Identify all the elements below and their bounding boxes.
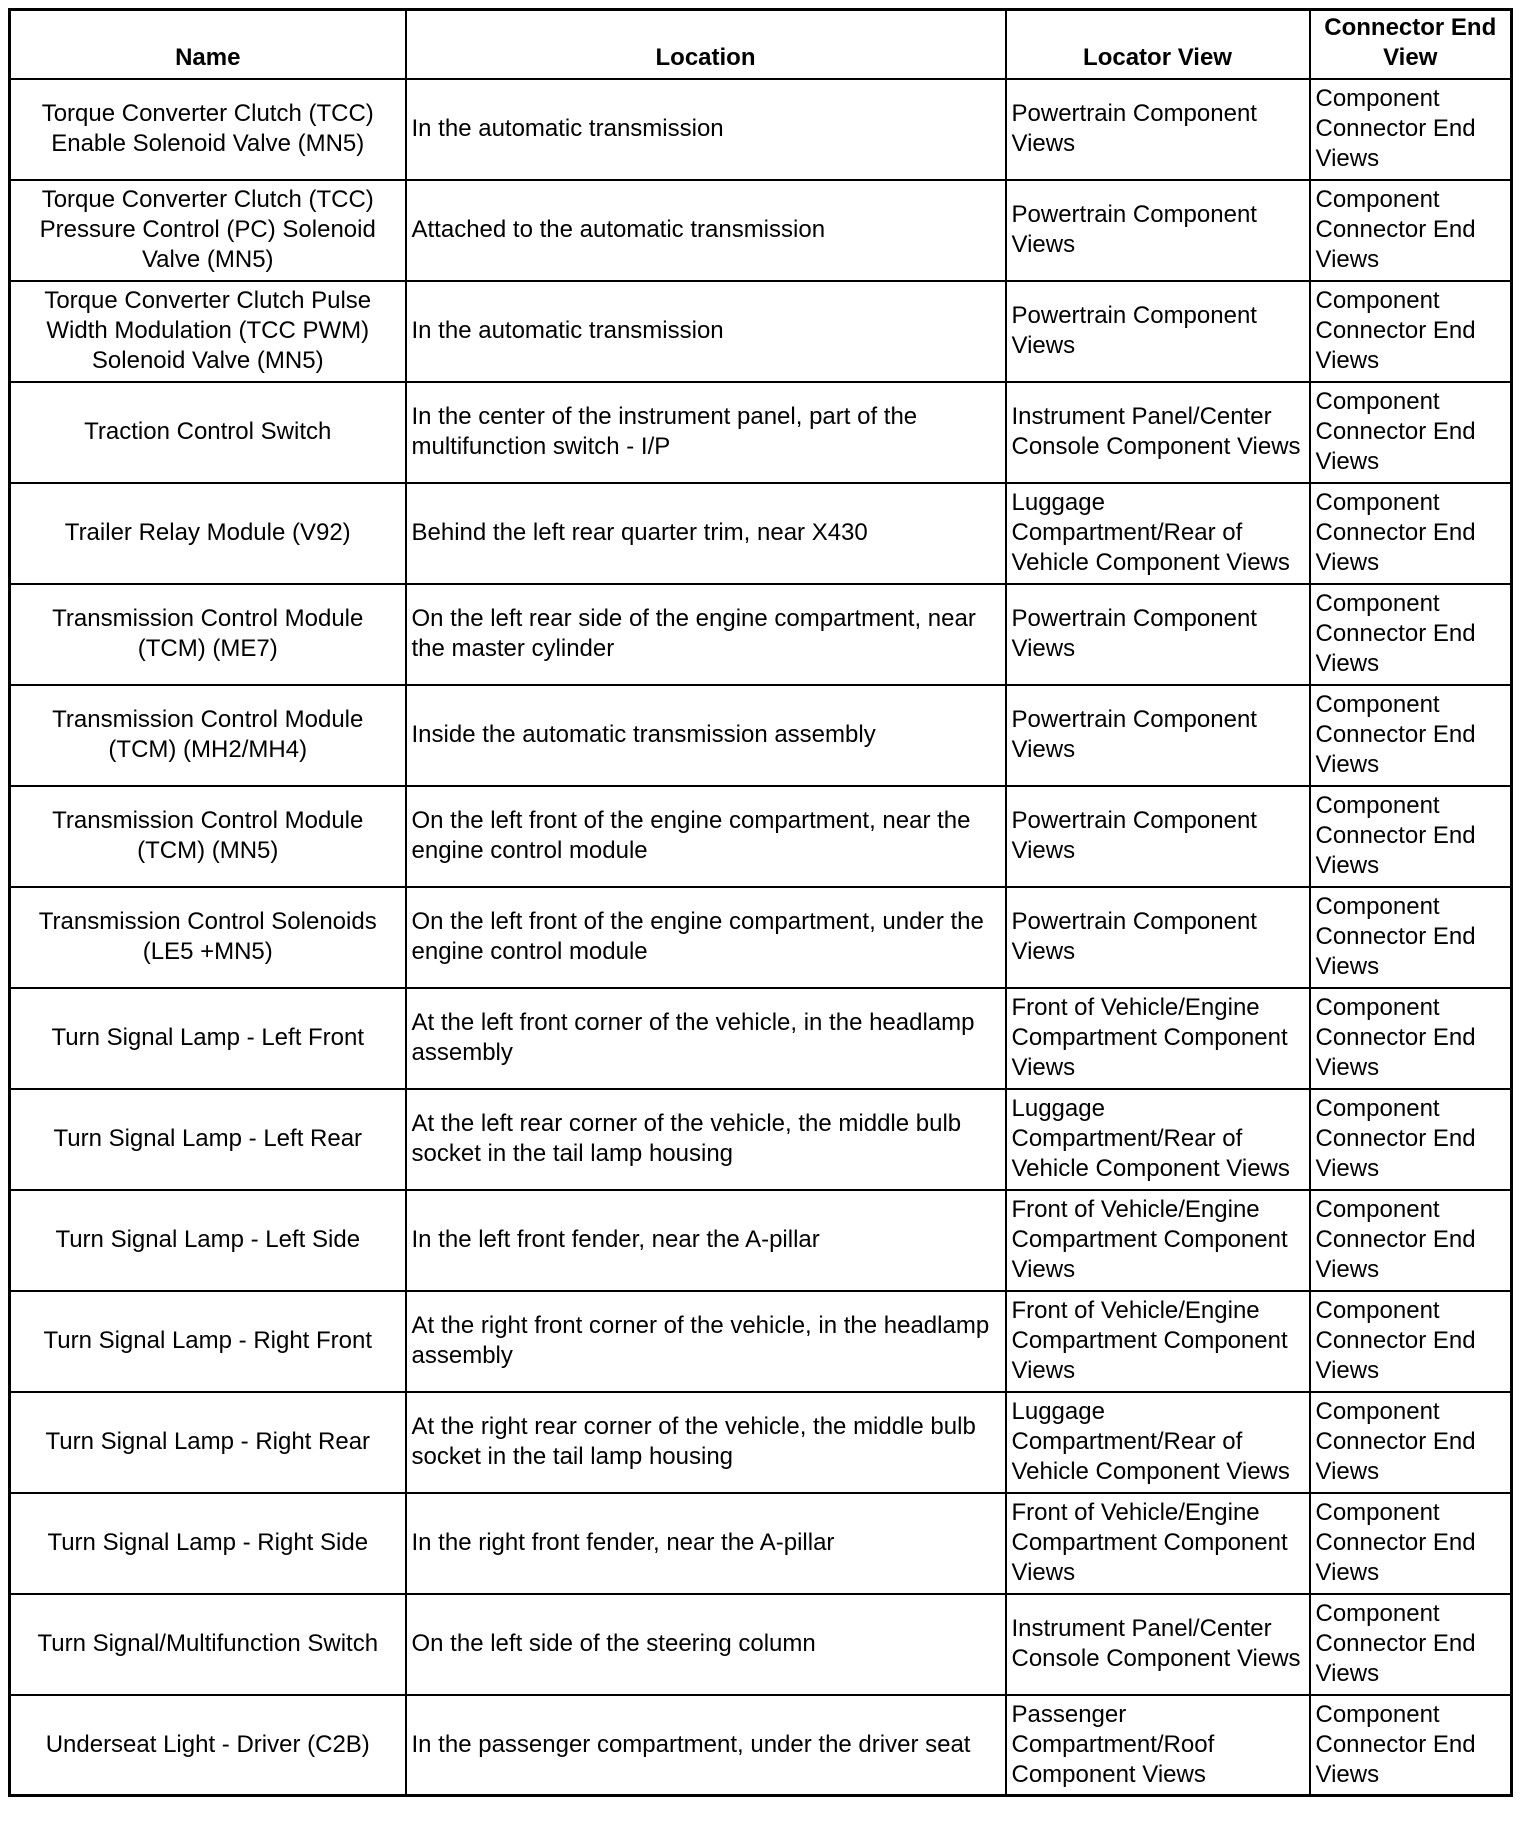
cell-name: Turn Signal Lamp - Left Side: [10, 1190, 406, 1291]
cell-connector-end-view: Component Connector End Views: [1310, 786, 1512, 887]
table-row: [10, 1493, 1512, 1594]
cell-connector-end-view: Component Connector End Views: [1310, 685, 1512, 786]
table-row: [10, 180, 1512, 281]
table-row: [10, 1089, 1512, 1190]
cell-connector-end-view: Component Connector End Views: [1310, 1190, 1512, 1291]
cell-location: Attached to the automatic transmission: [406, 180, 1006, 281]
cell-locator-view: Powertrain Component Views: [1006, 281, 1310, 382]
cell-name: Torque Converter Clutch (TCC) Enable Solenoid Valve (MN5): [10, 79, 406, 180]
cell-locator-view: Powertrain Component Views: [1006, 786, 1310, 887]
cell-connector-end-view: Component Connector End Views: [1310, 887, 1512, 988]
table-row: [10, 584, 1512, 685]
cell-locator-view: Powertrain Component Views: [1006, 584, 1310, 685]
cell-name: Turn Signal Lamp - Left Rear: [10, 1089, 406, 1190]
cell-location: In the center of the instrument panel, part of the multifunction switch - I/P: [406, 382, 1006, 483]
header-locator-view: Locator View: [1006, 10, 1310, 79]
cell-connector-end-view: Component Connector End Views: [1310, 483, 1512, 584]
cell-location: In the right front fender, near the A-pillar: [406, 1493, 1006, 1594]
component-locator-table-container: [8, 8, 1510, 1797]
cell-name: Underseat Light - Driver (C2B): [10, 1695, 406, 1796]
cell-locator-view: Instrument Panel/Center Console Component Views: [1006, 1594, 1310, 1695]
cell-locator-view: Front of Vehicle/Engine Compartment Component Views: [1006, 1190, 1310, 1291]
table-row: [10, 988, 1512, 1089]
table-row: [10, 1392, 1512, 1493]
cell-name: Turn Signal/Multifunction Switch: [10, 1594, 406, 1695]
table-row: [10, 483, 1512, 584]
cell-name: Transmission Control Module (TCM) (MN5): [10, 786, 406, 887]
table-row: [10, 887, 1512, 988]
cell-connector-end-view: Component Connector End Views: [1310, 1695, 1512, 1796]
cell-location: In the automatic transmission: [406, 281, 1006, 382]
table-row: [10, 281, 1512, 382]
cell-locator-view: Front of Vehicle/Engine Compartment Component Views: [1006, 1291, 1310, 1392]
table-row: [10, 382, 1512, 483]
cell-connector-end-view: Component Connector End Views: [1310, 382, 1512, 483]
cell-name: Torque Converter Clutch Pulse Width Modulation (TCC PWM) Solenoid Valve (MN5): [10, 281, 406, 382]
cell-connector-end-view: Component Connector End Views: [1310, 79, 1512, 180]
cell-name: Transmission Control Solenoids (LE5 +MN5): [10, 887, 406, 988]
table-row: [10, 1594, 1512, 1695]
header-location: Location: [406, 10, 1006, 79]
cell-connector-end-view: Component Connector End Views: [1310, 584, 1512, 685]
cell-location: On the left front of the engine compartment, under the engine control module: [406, 887, 1006, 988]
cell-locator-view: Passenger Compartment/Roof Component Views: [1006, 1695, 1310, 1796]
cell-name: Turn Signal Lamp - Left Front: [10, 988, 406, 1089]
cell-connector-end-view: Component Connector End Views: [1310, 180, 1512, 281]
cell-location: Behind the left rear quarter trim, near X430: [406, 483, 1006, 584]
cell-name: Trailer Relay Module (V92): [10, 483, 406, 584]
cell-name: Turn Signal Lamp - Right Side: [10, 1493, 406, 1594]
cell-location: At the right front corner of the vehicle, in the headlamp assembly: [406, 1291, 1006, 1392]
cell-name: Traction Control Switch: [10, 382, 406, 483]
cell-locator-view: Front of Vehicle/Engine Compartment Component Views: [1006, 988, 1310, 1089]
cell-locator-view: Luggage Compartment/Rear of Vehicle Component Views: [1006, 1089, 1310, 1190]
table-row: [10, 685, 1512, 786]
cell-name: Turn Signal Lamp - Right Rear: [10, 1392, 406, 1493]
cell-name: Turn Signal Lamp - Right Front: [10, 1291, 406, 1392]
cell-location: At the left rear corner of the vehicle, the middle bulb socket in the tail lamp housing: [406, 1089, 1006, 1190]
header-connector-end-view: Connector End View: [1310, 10, 1512, 79]
table-row: [10, 1190, 1512, 1291]
cell-location: In the passenger compartment, under the driver seat: [406, 1695, 1006, 1796]
cell-name: Torque Converter Clutch (TCC) Pressure Control (PC) Solenoid Valve (MN5): [10, 180, 406, 281]
cell-connector-end-view: Component Connector End Views: [1310, 1291, 1512, 1392]
cell-connector-end-view: Component Connector End Views: [1310, 988, 1512, 1089]
header-name: Name: [10, 10, 406, 79]
cell-location: In the left front fender, near the A-pillar: [406, 1190, 1006, 1291]
cell-connector-end-view: Component Connector End Views: [1310, 1493, 1512, 1594]
header-row: [10, 10, 1512, 79]
cell-locator-view: Luggage Compartment/Rear of Vehicle Component Views: [1006, 483, 1310, 584]
cell-connector-end-view: Component Connector End Views: [1310, 1392, 1512, 1493]
cell-locator-view: Powertrain Component Views: [1006, 685, 1310, 786]
cell-locator-view: Powertrain Component Views: [1006, 180, 1310, 281]
cell-locator-view: Instrument Panel/Center Console Component Views: [1006, 382, 1310, 483]
cell-locator-view: Luggage Compartment/Rear of Vehicle Component Views: [1006, 1392, 1310, 1493]
cell-location: On the left front of the engine compartment, near the engine control module: [406, 786, 1006, 887]
cell-connector-end-view: Component Connector End Views: [1310, 1594, 1512, 1695]
cell-locator-view: Powertrain Component Views: [1006, 887, 1310, 988]
cell-location: At the left front corner of the vehicle, in the headlamp assembly: [406, 988, 1006, 1089]
cell-location: At the right rear corner of the vehicle, the middle bulb socket in the tail lamp housing: [406, 1392, 1006, 1493]
cell-connector-end-view: Component Connector End Views: [1310, 1089, 1512, 1190]
cell-location: On the left rear side of the engine compartment, near the master cylinder: [406, 584, 1006, 685]
cell-name: Transmission Control Module (TCM) (ME7): [10, 584, 406, 685]
cell-location: In the automatic transmission: [406, 79, 1006, 180]
cell-location: On the left side of the steering column: [406, 1594, 1006, 1695]
table-row: [10, 1291, 1512, 1392]
table-row: [10, 79, 1512, 180]
cell-location: Inside the automatic transmission assembly: [406, 685, 1006, 786]
table-row: [10, 786, 1512, 887]
component-locator-table: [8, 8, 1513, 1797]
cell-locator-view: Powertrain Component Views: [1006, 79, 1310, 180]
cell-connector-end-view: Component Connector End Views: [1310, 281, 1512, 382]
cell-name: Transmission Control Module (TCM) (MH2/MH4): [10, 685, 406, 786]
table-row: [10, 1695, 1512, 1796]
cell-locator-view: Front of Vehicle/Engine Compartment Component Views: [1006, 1493, 1310, 1594]
